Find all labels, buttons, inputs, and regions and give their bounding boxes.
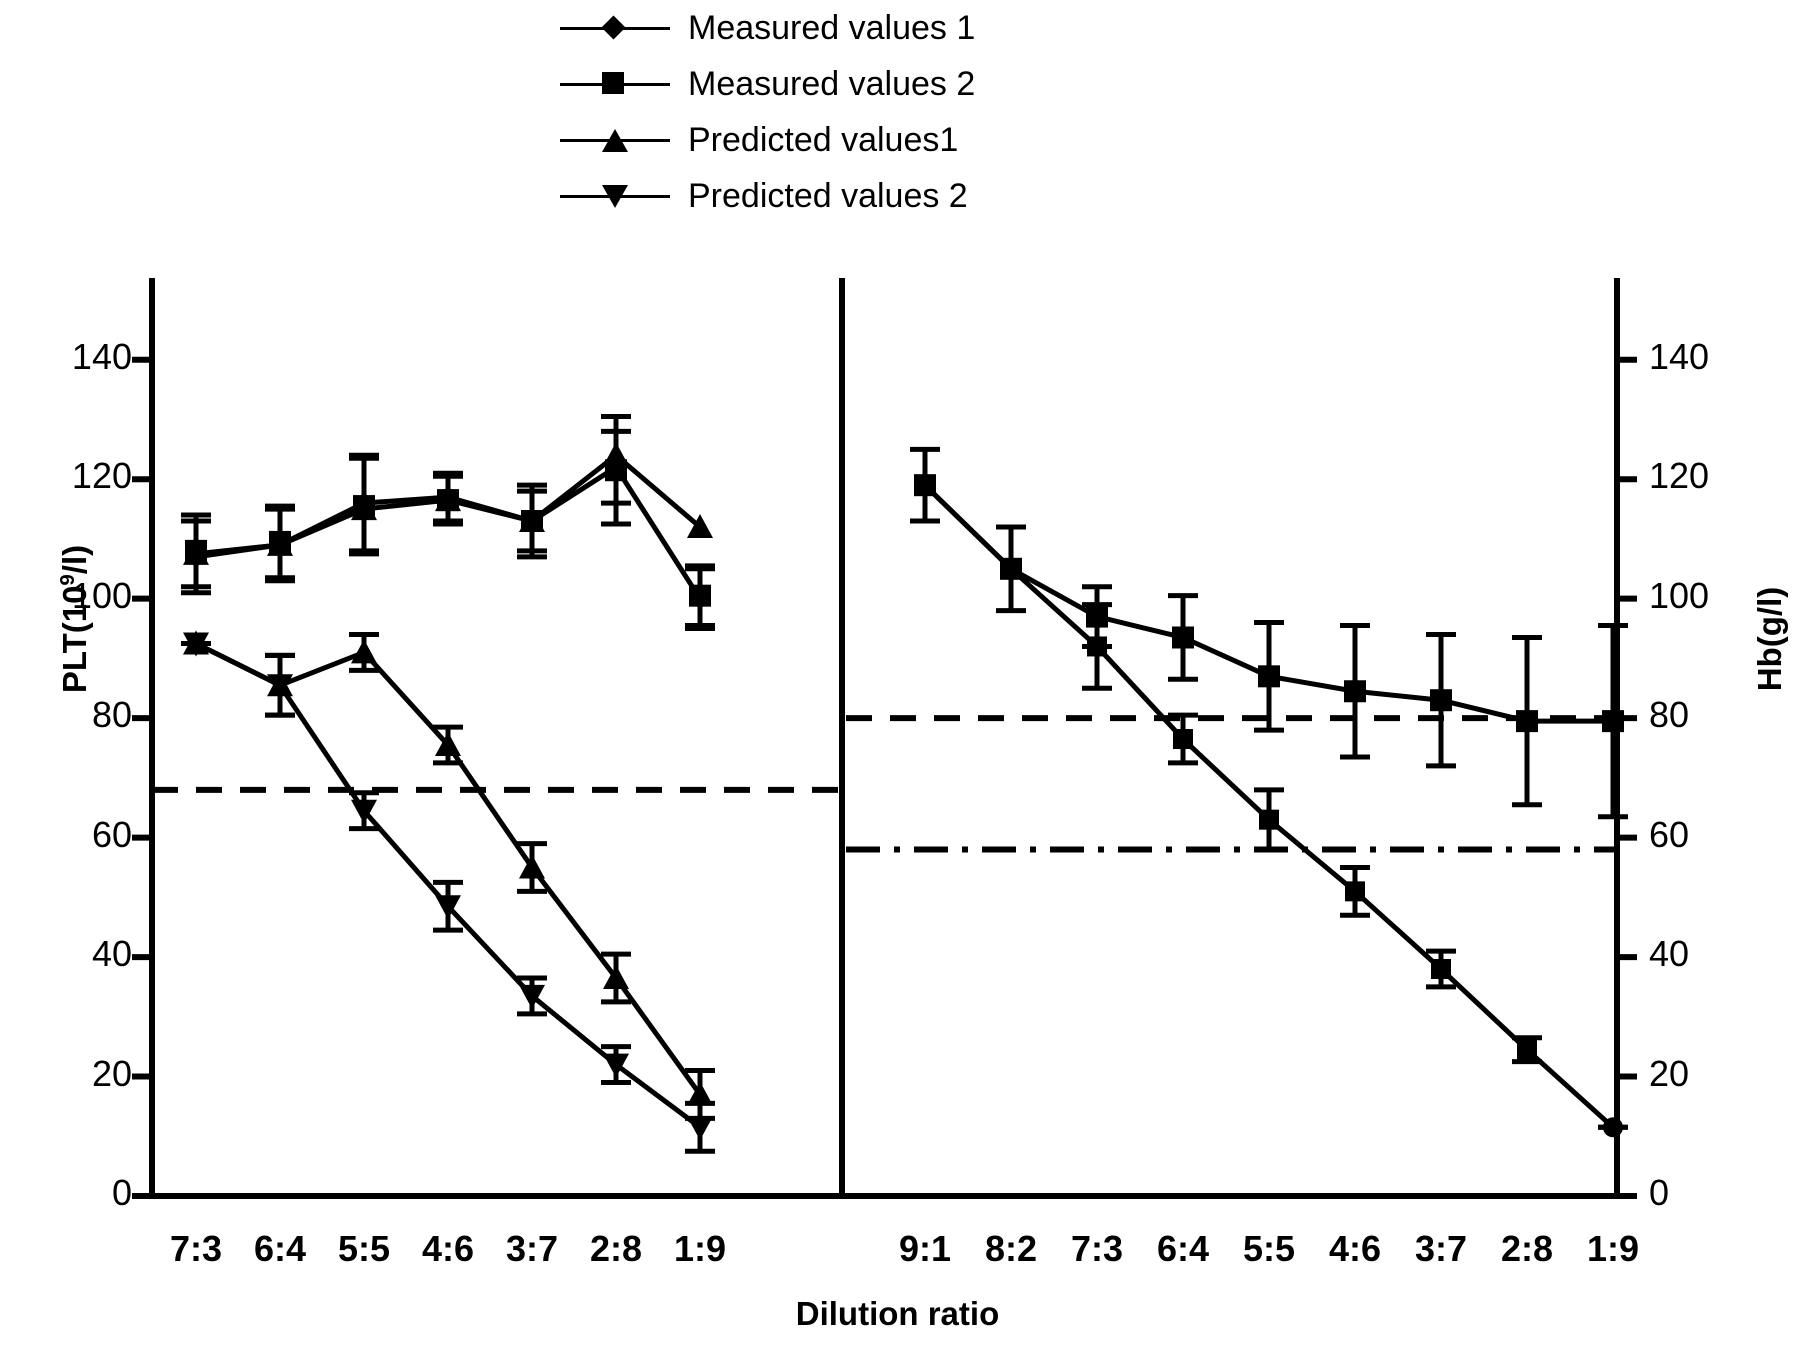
x-tick-label-right: 5:5 <box>1242 1228 1296 1269</box>
x-tick-label-right: 3:7 <box>1414 1228 1468 1269</box>
x-tick-label-left: 5:5 <box>337 1228 391 1269</box>
marker-predicted-right <box>1603 1117 1623 1137</box>
y-axis-title-left: $PLT(10^9/l)$ <box>56 544 93 694</box>
y-tick-label-left: 20 <box>91 1052 132 1094</box>
y-tick-label-left: 80 <box>91 694 132 736</box>
x-tick-label-right: 4:6 <box>1328 1228 1382 1269</box>
y-tick-label-left: 100 <box>71 574 132 616</box>
x-tick-label-left: 6:4 <box>253 1228 307 1269</box>
y-tick-label-right: 100 <box>1649 574 1710 616</box>
x-tick-label-right: 9:1 <box>898 1228 952 1269</box>
x-axis-title: Dilution ratio <box>795 1295 1000 1332</box>
x-tick-label-right: 2:8 <box>1500 1228 1554 1269</box>
y-tick-label-right: 40 <box>1649 933 1690 975</box>
marker-measured-right <box>1258 665 1280 687</box>
y-tick-label-left: 0 <box>111 1172 132 1213</box>
marker-measured-right <box>1516 710 1538 732</box>
y-tick-label-left: 40 <box>91 933 132 975</box>
marker-predicted-right <box>1517 1040 1537 1060</box>
legend-label-predicted-1: Predicted values1 <box>688 120 959 159</box>
marker-predicted-right <box>1173 729 1193 749</box>
y-tick-label-right: 80 <box>1649 694 1690 736</box>
y-tick-label-left: 120 <box>71 455 132 497</box>
marker-measured-right <box>914 474 936 496</box>
x-tick-label-left: 1:9 <box>673 1228 727 1269</box>
legend-label-measured-2: Measured values 2 <box>688 64 976 103</box>
y-tick-label-right: 0 <box>1649 1172 1670 1213</box>
marker-predicted-right <box>1259 810 1279 830</box>
marker-measured-right <box>1430 689 1452 711</box>
x-tick-label-right: 8:2 <box>984 1228 1038 1269</box>
marker-measured-right <box>1602 710 1624 732</box>
y-axis-title-right: Hb(g/l) <box>1751 586 1788 692</box>
legend-label-predicted-2: Predicted values 2 <box>688 176 968 215</box>
y-tick-label-right: 60 <box>1649 813 1690 855</box>
legend-label-measured-1: Measured values 1 <box>688 8 976 47</box>
marker-predicted-right <box>1087 636 1107 656</box>
x-tick-label-right: 1:9 <box>1586 1228 1640 1269</box>
y-tick-label-left: 140 <box>71 335 132 377</box>
series-line-descending-a <box>196 643 700 1094</box>
y-tick-label-left: 60 <box>91 813 132 855</box>
x-tick-label-left: 7:3 <box>169 1228 223 1269</box>
x-tick-label-left: 3:7 <box>505 1228 559 1269</box>
marker-measured-right <box>1000 558 1022 580</box>
marker-measured-right <box>1086 606 1108 628</box>
y-tick-label-right: 140 <box>1649 335 1710 377</box>
marker-predicted-right <box>1431 959 1451 979</box>
marker-predicted-desc-b <box>687 1116 713 1140</box>
x-tick-label-right: 7:3 <box>1070 1228 1124 1269</box>
marker-predicted-right <box>1345 881 1365 901</box>
y-tick-label-right: 120 <box>1649 455 1710 497</box>
marker-predicted-desc-a <box>351 639 377 663</box>
marker-measured-right <box>1172 626 1194 648</box>
y-tick-label-right: 20 <box>1649 1052 1690 1094</box>
x-tick-label-left: 4:6 <box>421 1228 475 1269</box>
marker-measured-right <box>1344 680 1366 702</box>
x-tick-label-left: 2:8 <box>589 1228 643 1269</box>
x-tick-label-right: 6:4 <box>1156 1228 1210 1269</box>
